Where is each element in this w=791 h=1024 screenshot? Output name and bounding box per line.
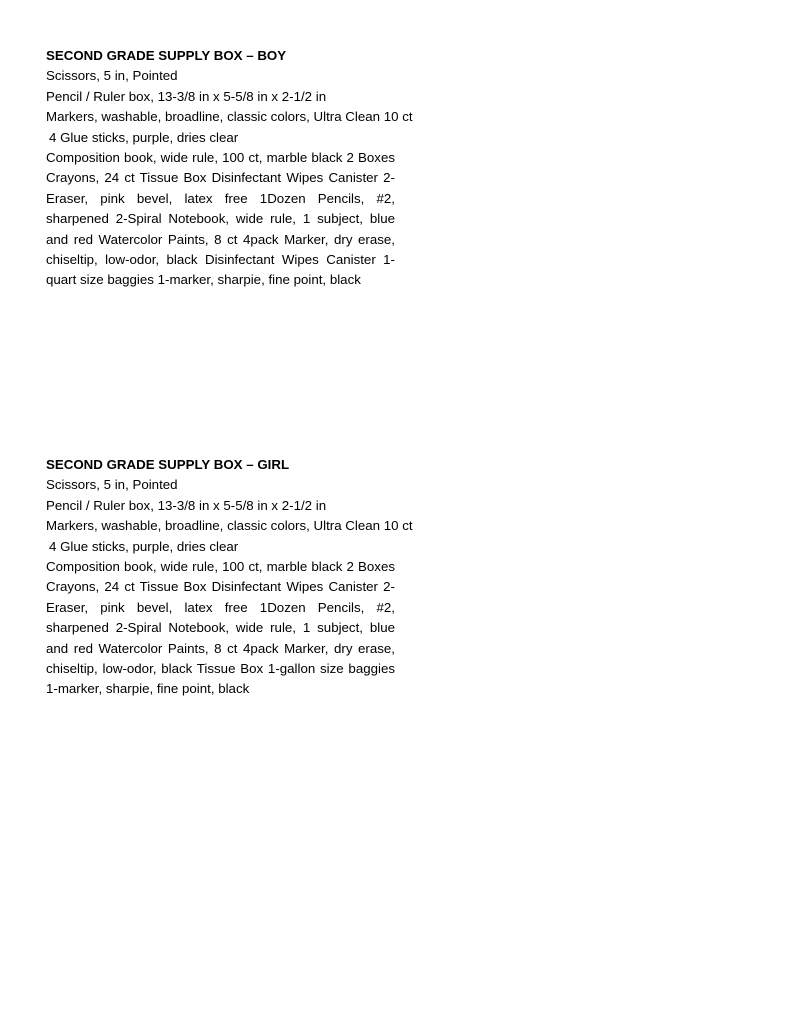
girl-item-markers: Markers, washable, broadline, classic colors, Ultra Clean 10 ct	[46, 518, 413, 534]
boy-item-scissors: Scissors, 5 in, Pointed	[46, 68, 178, 84]
girl-items-paragraph: Composition book, wide rule, 100 ct, marble black 2 Boxes Crayons, 24 ct Tissue Box Disinfectant Wipes Canister 2-Eraser, pink bevel, latex free 1Dozen Pencils, #2, sharpened 2-Spiral Notebook, wide rule, 1 subject, blue and red Watercolor Paints, 8 ct 4pack Marker, dry erase, chiseltip, low-odor, black Tissue Box 1-gallon size baggies 1-marker, sharpie, fine point, black	[46, 559, 395, 697]
boy-items-paragraph: Composition book, wide rule, 100 ct, marble black 2 Boxes Crayons, 24 ct Tissue Box Disinfectant Wipes Canister 2-Eraser, pink bevel, latex free 1Dozen Pencils, #2, sharpened 2-Spiral Notebook, wide rule, 1 subject, blue and red Watercolor Paints, 8 ct 4pack Marker, dry erase, chiseltip, low-odor, black Disinfectant Wipes Canister 1-quart size baggies 1-marker, sharpie, fine point, black	[46, 150, 395, 288]
boy-item-markers: Markers, washable, broadline, classic colors, Ultra Clean 10 ct	[46, 109, 413, 125]
boy-supply-list	[46, 46, 446, 291]
boy-section-title: SECOND GRADE SUPPLY BOX – BOY	[46, 48, 287, 63]
boy-item-pencil-box: Pencil / Ruler box, 13-3/8 in x 5-5/8 in x 2-1/2 in	[46, 88, 327, 104]
girl-item-pencil-box: Pencil / Ruler box, 13-3/8 in x 5-5/8 in x 2-1/2 in	[46, 497, 327, 513]
girl-item-scissors: Scissors, 5 in, Pointed	[46, 477, 178, 493]
girl-supply-list	[46, 455, 446, 700]
girl-item-glue-sticks: 4 Glue sticks, purple, dries clear	[49, 538, 239, 554]
boy-item-glue-sticks: 4 Glue sticks, purple, dries clear	[49, 129, 239, 145]
girl-section-title: SECOND GRADE SUPPLY BOX – GIRL	[46, 457, 290, 472]
